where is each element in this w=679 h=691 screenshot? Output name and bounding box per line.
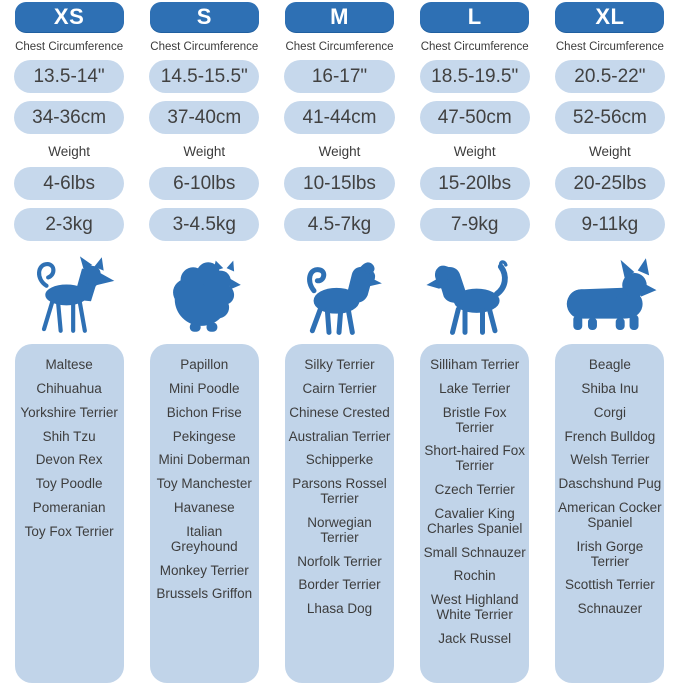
breed-item: Border Terrier: [298, 577, 381, 593]
breed-item: Beagle: [588, 357, 631, 372]
chest-inches-pill: 13.5-14": [14, 60, 124, 93]
breed-item: Jack Russel: [438, 630, 512, 646]
breed-item: Scottish Terrier: [564, 577, 655, 593]
breed-item: Small Schnauzer: [423, 544, 526, 560]
breed-item: Pomeranian: [32, 500, 106, 516]
size-column-xl: [546, 2, 674, 683]
breed-item: Toy Poodle: [35, 476, 103, 492]
terrier-icon: [275, 249, 403, 344]
chest-circumference-label: Chest Circumference: [420, 41, 529, 53]
breed-list: [285, 344, 394, 683]
breed-item: Silliham Terrier: [430, 357, 520, 372]
weight-kg-pill: 9-11kg: [555, 208, 665, 241]
breed-item: French Bulldog: [564, 428, 656, 444]
chest-circumference-label: Chest Circumference: [15, 41, 124, 53]
breed-item: Lhasa Dog: [306, 601, 373, 617]
breed-item: Norfolk Terrier: [297, 553, 382, 569]
size-badge: S: [150, 2, 259, 32]
weight-kg-pill: 4.5-7kg: [284, 208, 394, 241]
size-badge: L: [420, 2, 529, 32]
breed-item: Silky Terrier: [304, 357, 375, 372]
breed-item: Chihuahua: [36, 380, 102, 396]
size-column-xs: [5, 2, 133, 683]
breed-item: Toy Fox Terrier: [24, 523, 114, 539]
breed-item: Brussels Griffon: [156, 586, 253, 602]
breed-item: Welsh Terrier: [570, 452, 650, 468]
pomeranian-icon: [140, 249, 268, 344]
size-badge: M: [285, 2, 394, 32]
chest-inches-pill: 16-17": [284, 60, 394, 93]
breed-item: Yorkshire Terrier: [20, 404, 118, 420]
breed-item: Devon Rex: [35, 452, 103, 468]
breed-item: Norwegian Terrier: [307, 514, 372, 545]
size-column-s: [140, 2, 268, 683]
miniature-pinscher-icon: [5, 249, 133, 344]
breed-list: [555, 344, 664, 683]
size-badge: XL: [555, 2, 664, 32]
weight-kg-pill: 7-9kg: [420, 208, 530, 241]
breed-item: Australian Terrier: [288, 428, 391, 444]
weight-lbs-pill: 15-20lbs: [420, 167, 530, 200]
weight-lbs-pill: 10-15lbs: [284, 167, 394, 200]
breed-item: Toy Manchester: [156, 476, 252, 492]
breed-item: Schipperke: [305, 452, 374, 468]
chest-cm-pill: 52-56cm: [555, 101, 665, 134]
chest-circumference-label: Chest Circumference: [555, 41, 664, 53]
chest-cm-pill: 34-36cm: [14, 101, 124, 134]
breed-item: Mini Doberman: [158, 452, 251, 468]
corgi-icon: [546, 249, 674, 344]
breed-item: Cavalier King Charles Spaniel: [427, 505, 523, 536]
breed-item: Czech Terrier: [434, 482, 515, 498]
breed-item: Monkey Terrier: [159, 562, 249, 578]
chest-inches-pill: 18.5-19.5": [420, 60, 530, 93]
size-badge: XS: [15, 2, 124, 32]
breed-list: [150, 344, 259, 683]
breed-item: Chinese Crested: [289, 404, 390, 420]
weight-label: Weight: [183, 144, 226, 159]
breed-item: Havanese: [173, 500, 235, 516]
breed-list: [15, 344, 124, 683]
breed-item: Corgi: [593, 404, 627, 420]
breed-item: West Highland White Terrier: [430, 592, 519, 623]
weight-label: Weight: [318, 144, 361, 159]
breed-item: American Cocker Spaniel: [558, 500, 662, 530]
breed-item: Bristle Fox Terrier: [442, 404, 507, 435]
weight-label: Weight: [589, 144, 631, 159]
chest-inches-pill: 14.5-15.5": [149, 60, 259, 93]
weight-lbs-pill: 20-25lbs: [555, 167, 665, 200]
weight-label: Weight: [48, 144, 90, 159]
beagle-icon: [411, 249, 539, 344]
breed-item: Daschshund Pug: [558, 476, 662, 492]
breed-item: Irish Gorge Terrier: [576, 538, 644, 569]
weight-kg-pill: 2-3kg: [14, 208, 124, 241]
weight-lbs-pill: 6-10lbs: [149, 167, 259, 200]
chest-cm-pill: 37-40cm: [149, 101, 259, 134]
breed-item: Shih Tzu: [42, 428, 96, 444]
chest-cm-pill: 47-50cm: [420, 101, 530, 134]
breed-item: Short-haired Fox Terrier: [424, 443, 525, 474]
breed-item: Parsons Rossel Terrier: [292, 476, 387, 507]
chest-cm-pill: 41-44cm: [284, 101, 394, 134]
chest-inches-pill: 20.5-22": [555, 60, 665, 93]
breed-item: Italian Greyhound: [170, 523, 238, 554]
chest-circumference-label: Chest Circumference: [150, 41, 259, 53]
breed-item: Papillon: [180, 357, 229, 372]
breed-item: Pekingese: [172, 428, 236, 444]
breed-list: [420, 344, 529, 683]
size-column-l: [411, 2, 539, 683]
breed-item: Bichon Frise: [166, 404, 242, 420]
weight-label: Weight: [453, 144, 496, 159]
weight-kg-pill: 3-4.5kg: [149, 208, 259, 241]
breed-item: Lake Terrier: [439, 380, 511, 396]
weight-lbs-pill: 4-6lbs: [14, 167, 124, 200]
breed-item: Shiba Inu: [581, 380, 639, 396]
chest-circumference-label: Chest Circumference: [285, 41, 394, 53]
breed-item: Maltese: [45, 357, 93, 372]
breed-item: Cairn Terrier: [302, 380, 377, 396]
breed-item: Rochin: [453, 568, 496, 584]
breed-item: Mini Poodle: [169, 380, 240, 396]
breed-item: Schnauzer: [577, 601, 643, 617]
size-column-m: [275, 2, 403, 683]
